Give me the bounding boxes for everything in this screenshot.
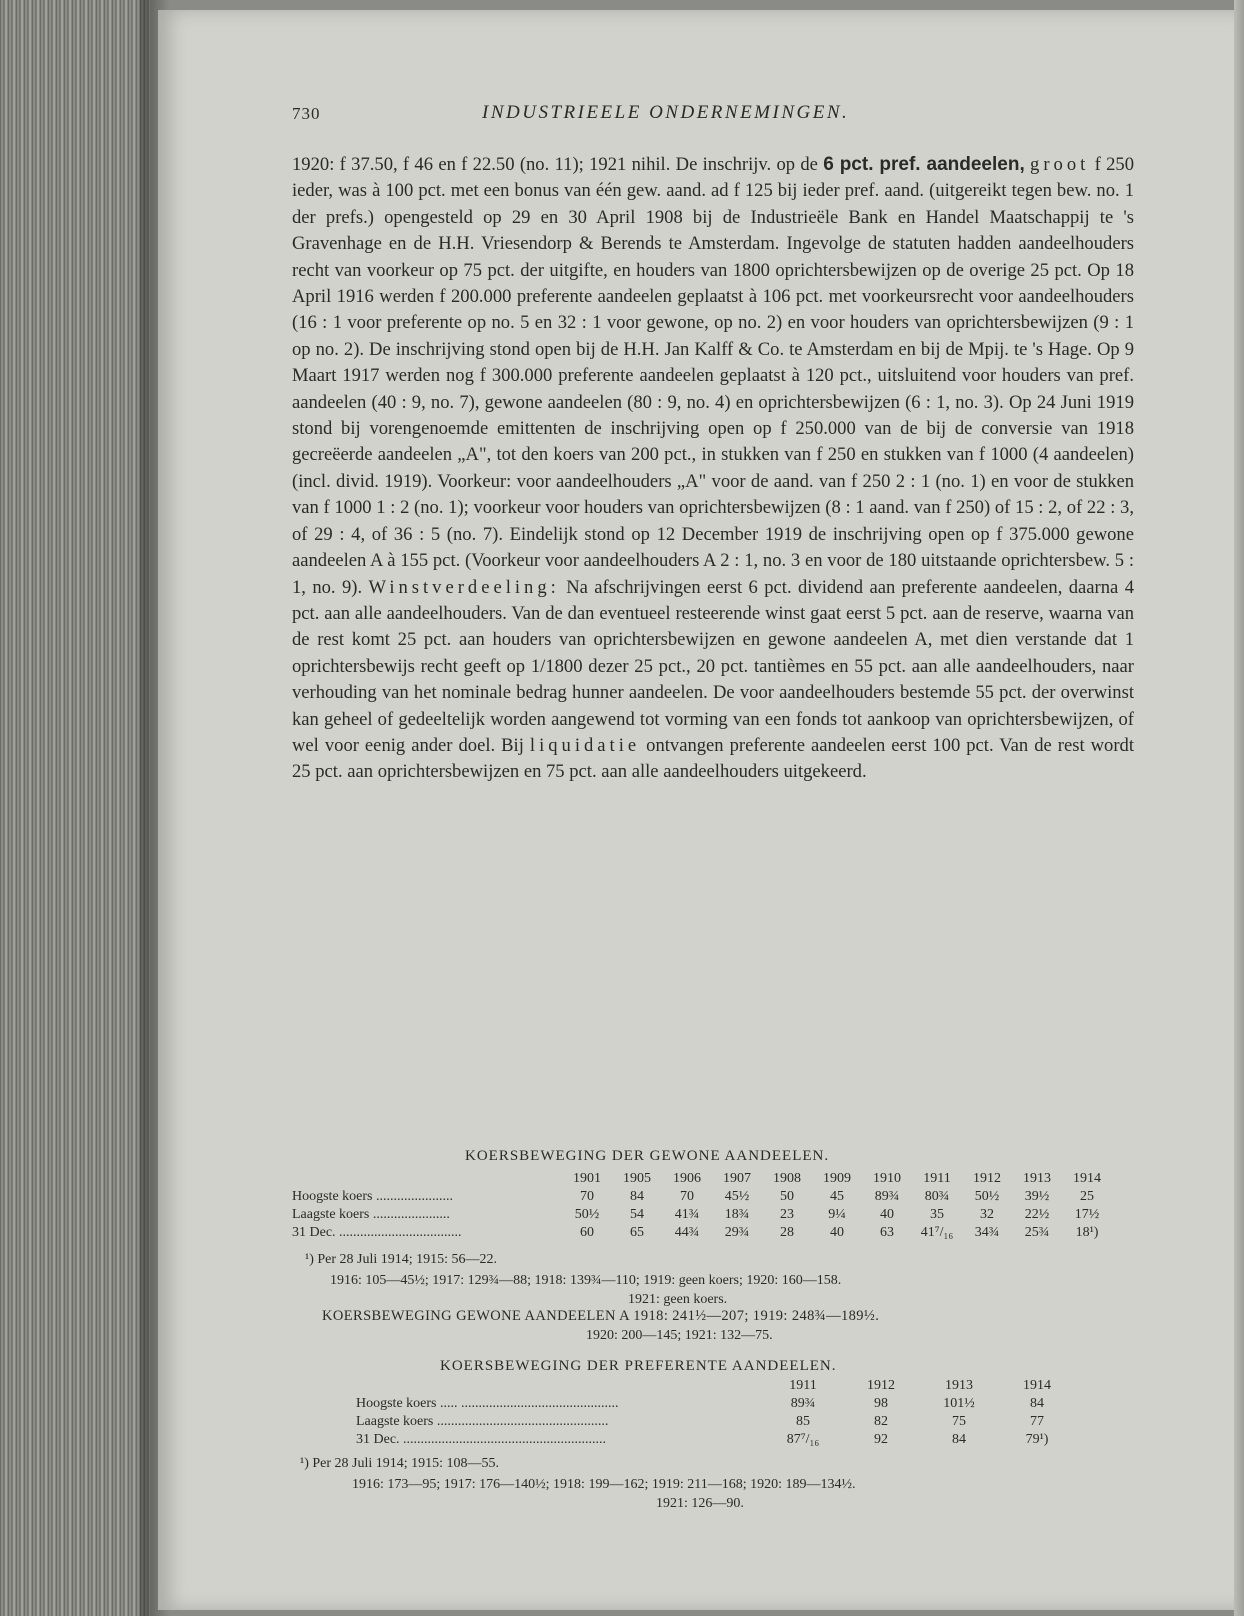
gewone-history-line-2: 1921: geen koers. [628,1292,728,1307]
table-row [356,1431,1076,1449]
value-cell: 70 [680,1189,694,1204]
value-cell: 41⁷/₁₆ [920,1225,954,1240]
value-cell: 40 [880,1207,894,1222]
value-cell: 29¾ [724,1225,750,1240]
value-cell: 40 [830,1225,844,1240]
gewone-history-line: 1916: 105—45½; 1917: 129¾—88; 1918: 139¾—110; 1919: geen koers; 1920: 160—158. [330,1273,842,1288]
row-label: Laagste koers ...................... [292,1207,450,1222]
value-cell: 50½ [574,1207,600,1222]
stacked-page-edges [0,0,150,1616]
value-cell: 85 [796,1414,810,1429]
value-cell: 89¾ [874,1189,900,1204]
value-cell: 45 [830,1189,844,1204]
value-cell: 84 [630,1189,644,1204]
value-cell: 98 [874,1396,888,1411]
value-cell: 44¾ [674,1225,700,1240]
value-cell: 25¾ [1024,1225,1050,1240]
year-cell: 1911 [923,1171,951,1186]
body-text [292,152,1134,786]
spaced-term-groot: groot [1030,154,1090,175]
value-cell: 25 [1080,1189,1094,1204]
value-cell: 22½ [1024,1207,1050,1222]
table-row [292,1224,1112,1242]
value-cell: 50½ [974,1189,1000,1204]
value-cell: 87⁷/₁₆ [786,1432,820,1447]
year-cell: 1906 [673,1171,701,1186]
page-header [292,102,1122,132]
value-cell: 70 [580,1189,594,1204]
preferente-history-line: 1916: 173—95; 1917: 176—140½; 1918: 199—162; 1919: 211—168; 1920: 189—134½. [352,1477,856,1492]
year-cell: 1912 [867,1378,895,1393]
table-row [356,1395,1076,1413]
text-segment: ontvangen preferente aandeelen eerst 100 pct. Van de rest wordt 25 pct. aan oprichtersbewijzen en 75 pct. aan alle aandeelhouders uitgekeerd. [292,734,1134,783]
value-cell: 63 [880,1225,894,1240]
text-segment: f 250 ieder, was à 100 pct. met een bonus van één gew. aand. ad f 125 bij ieder pref. aand. (uitgereikt tegen bew. no. 1 der prefs.) opengesteld op 29 en 30 April 1908 bij de Industrieële Bank en Handel Maatschappij te 's Gravenhage en de H.H. Vriesendorp & Berends te Amsterdam. Ingevolge de statuten hadden aandeelhouders recht van voorkeur op 75 pct. der uitgifte, en houders van 1800 oprichtersbewijzen op de overige 25 pct. Op 18 April 1916 werden f 200.000 preferente aandeelen geplaatst à 106 pct. met voorkeursrecht voor aandeelhouders (16 : 1 voor preferente op no. 5 en 32 : 1 voor gewone, op no. 2) en voor houders van oprichtersbewijzen (9 : 1 op no. 2). De inschrijving stond open bij de H.H. Jan Kalff & Co. te Amsterdam en bij de Mpij. te 's Hage. Op 9 Maart 1917 werden nog f 300.000 preferente aandeelen geplaatst à 120 pct., uitsluitend voor houders van pref. aandeelen (40 : 9, no. 7), gewone aandeelen (80 : 9, no. 4) en oprichtersbewijzen (6 : 1, no. 3). Op 24 Juni 1919 stond bij vorengenoemde emittenten de inschrijving open op f 250.000 van de bij de conversie van 1918 gecreëerde aandeelen „A", tot den koers van 200 pct., in stukken van f 250 en stukken van f 1000 (4 aandeelen) (incl. divid. 1919). Voorkeur: voor aandeelhouders „A" voor de aand. van f 250 2 : 1 (no. 1) en voor de stukken van f 1000 1 : 2 (no. 1); voorkeur voor houders van oprichtersbewijzen (8 : 1 aand. van f 250) of 15 : 2, of 22 : 3, of 29 : 4, of 36 : 5 (no. 7). Eindelijk stond op 12 December 1919 de inschrijving open op f 375.000 gewone aandeelen A à 155 pct. (Voorkeur voor aandeelhouders A 2 : 1, no. 3 en voor de 180 uitstaande oprichtersbew. 5 : 1, no. 9). [292,154,1134,598]
year-cell: 1914 [1023,1378,1051,1393]
year-cell: 1910 [873,1171,901,1186]
preferente-years-row [356,1377,1076,1395]
gewone-a-koers-line-2: 1920: 200—145; 1921: 132—75. [586,1328,773,1343]
value-cell: 92 [874,1432,888,1447]
value-cell: 65 [630,1225,644,1240]
year-cell: 1908 [773,1171,801,1186]
running-title: INDUSTRIEELE ONDERNEMINGEN. [482,102,850,123]
year-cell: 1914 [1073,1171,1101,1186]
year-cell: 1909 [823,1171,851,1186]
preferente-footnote: ¹) Per 28 Juli 1914; 1915: 108—55. [300,1456,500,1471]
year-cell: 1911 [789,1378,817,1393]
row-label: Hoogste koers ...................... [292,1189,453,1204]
preferente-history-line-2: 1921: 126—90. [656,1496,744,1511]
spaced-term-winstverdeeling: Winstverdeeling: [368,576,560,598]
value-cell: 60 [580,1225,594,1240]
text-segment: 1920: f 37.50, f 46 en f 22.50 (no. 11); 1921 nihil. De inschrijv. op de [292,154,824,175]
value-cell: 45½ [724,1189,750,1204]
value-cell: 28 [780,1225,794,1240]
year-cell: 1913 [1023,1171,1051,1186]
value-cell: 89¾ [790,1396,816,1411]
value-cell: 32 [980,1207,994,1222]
value-cell: 34¾ [974,1225,1000,1240]
right-page-edge [1234,0,1244,1616]
gewone-a-koers-line: KOERSBEWEGING GEWONE AANDEELEN A 1918: 241½—207; 1919: 248¾—189½. [322,1308,880,1324]
value-cell: 9¼ [828,1207,846,1222]
year-cell: 1907 [723,1171,751,1186]
gewone-koers-table [292,1170,1112,1242]
main-paragraph [292,152,1134,786]
value-cell: 79¹) [1025,1432,1049,1447]
gewone-table-title: KOERSBEWEGING DER GEWONE AANDEELEN. [465,1148,830,1164]
row-label: Hoogste koers ..... ............................................. [356,1396,619,1411]
table-row [356,1413,1076,1431]
value-cell: 75 [952,1414,966,1429]
text-segment: Na afschrijvingen eerst 6 pct. dividend aan preferente aandeelen, daarna 4 pct. aan alle aandeelhouders. Van de dan eventueel resteerende winst gaat eerst 5 pct. aan de reserve, waarna van de rest komt 25 pct. aan houders van oprichtersbewijzen en gewone aandeelen A, met dien verstande dat 1 oprichtersbewijs recht geeft op 1/1800 dezer 25 pct., 20 pct. tantièmes en 55 pct. aan alle aandeelhouders, naar verhouding van het nominale bedrag hunner aandeelen. De voor aandeelhouders bestemde 55 pct. der overwinst kan geheel of gedeeltelijk worden aangewend tot vorming van een fonds tot aankoop van oprichtersbewijzen, of wel voor eenig ander doel. Bij [292,576,1134,756]
value-cell: 77 [1030,1414,1044,1429]
row-label: Laagste koers ................................................. [356,1414,609,1429]
table-row [292,1188,1112,1206]
year-cell: 1913 [945,1378,973,1393]
value-cell: 17½ [1074,1207,1100,1222]
row-label: 31 Dec. ................................... [292,1225,462,1240]
value-cell: 101½ [943,1396,975,1411]
gewone-footnote: ¹) Per 28 Juli 1914; 1915: 56—22. [305,1252,498,1267]
year-cell: 1901 [573,1171,601,1186]
value-cell: 50 [780,1189,794,1204]
value-cell: 39½ [1024,1189,1050,1204]
value-cell: 35 [930,1207,944,1222]
value-cell: 18¹) [1075,1225,1099,1240]
year-cell: 1905 [623,1171,651,1186]
year-cell: 1912 [973,1171,1001,1186]
value-cell: 54 [630,1207,644,1222]
page-number: 730 [292,104,321,123]
value-cell: 23 [780,1207,794,1222]
value-cell: 80¾ [924,1189,950,1204]
table-row [292,1206,1112,1224]
value-cell: 84 [952,1432,966,1447]
value-cell: 41¾ [674,1207,700,1222]
value-cell: 84 [1030,1396,1044,1411]
value-cell: 18¾ [724,1207,750,1222]
preferente-table-title: KOERSBEWEGING DER PREFERENTE AANDEELEN. [440,1358,837,1374]
spaced-term-liquidatie: liquidatie [529,734,641,756]
value-cell: 82 [874,1414,888,1429]
row-label: 31 Dec. .......................................................... [356,1432,607,1447]
gewone-years-row [292,1170,1112,1188]
preferente-koers-table [356,1377,1076,1449]
bold-term-pref-aandeelen: 6 pct. pref. aandeelen, [823,154,1025,175]
